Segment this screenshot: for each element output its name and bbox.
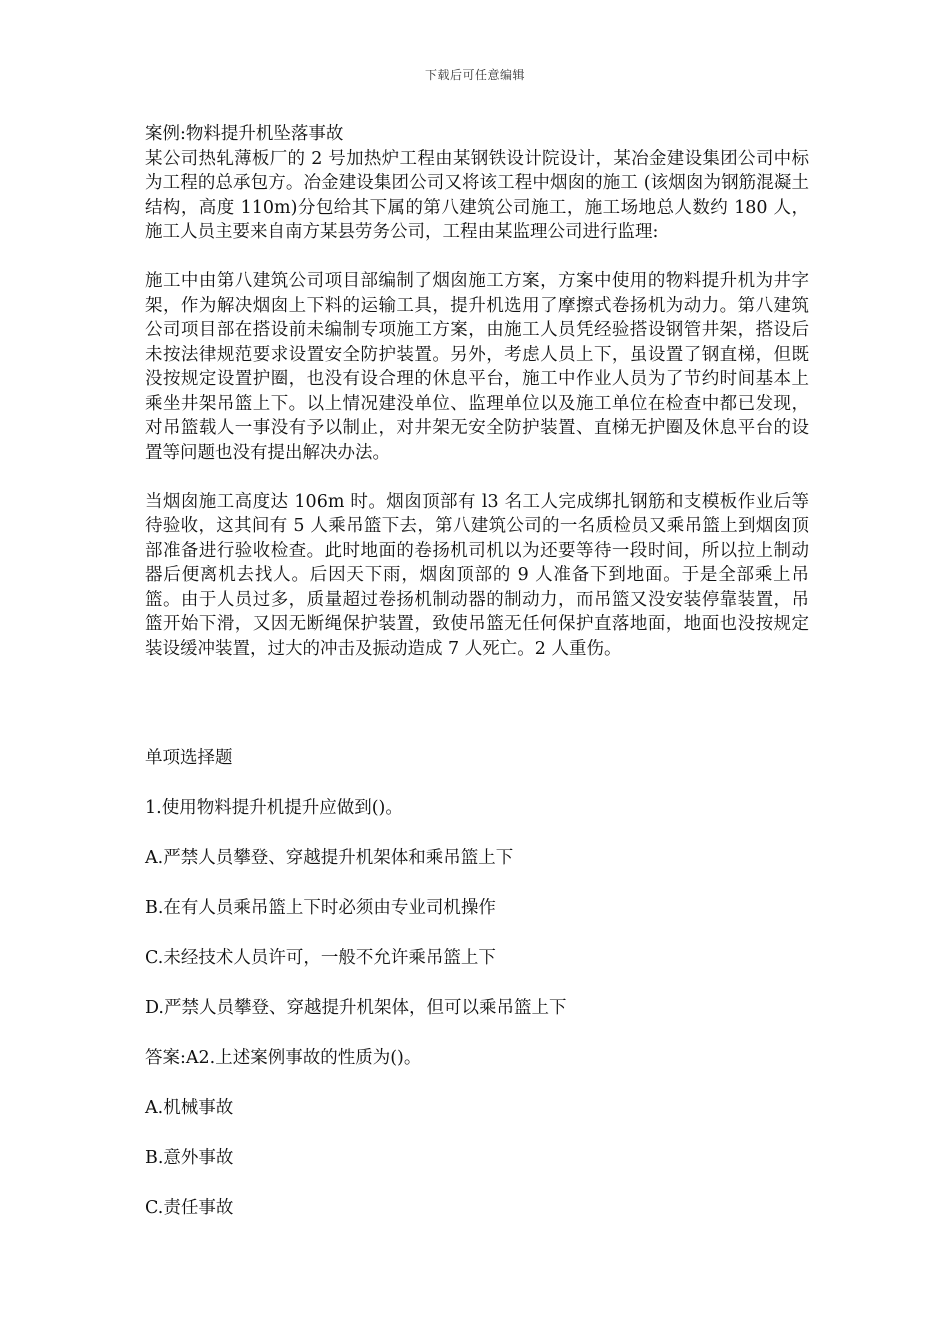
question-1-option-b: B.在有人员乘吊篮上下时必须由专业司机操作: [145, 898, 496, 918]
case-title: 案例:物料提升机坠落事故: [145, 124, 344, 144]
question-1: 1.使用物料提升机提升应做到()。: [145, 798, 403, 818]
case-paragraph-1: 某公司热轧薄板厂的 2 号加热炉工程由某钢铁设计院设计，某冶金建设集团公司中标为工程的总承包方。冶金建设集团公司又将该工程中烟囱的施工 (该烟囱为钢筋混凝土结构，高度 110m)分包给其下属的第八建筑公司施工，施工场地总人数约 180 人，施工人员主要来自南方某县劳务公司，工程由某监理公司进行监理:: [145, 148, 809, 242]
question-1-option-a: A.严禁人员攀登、穿越提升机架体和乘吊篮上下: [145, 848, 514, 868]
case-body: [145, 122, 809, 661]
page-header: 下载后可任意编辑: [424, 68, 525, 82]
paragraph-spacer: [145, 465, 809, 490]
case-paragraph-3: 当烟囱施工高度达 106m 时。烟囱顶部有 l3 名工人完成绑扎钢筋和支模板作业后等待验收，这其间有 5 人乘吊篮下去，第八建筑公司的一名质检员又乘吊篮上到烟囱顶部准备进行验收检查。此时地面的卷扬机司机以为还要等待一段时间，所以拉上制动器后便离机去找人。后因天下雨，烟囱顶部的 9 人准备下到地面。于是全部乘上吊篮。由于人员过多，质量超过卷扬机制动器的制动力，而吊篮又没安装停靠装置，吊篮开始下滑，又因无断绳保护装置，致使吊篮无任何保护直落地面，地面也没按规定装设缓冲装置，过大的冲击及振动造成 7 人死亡。2 人重伤。: [145, 491, 809, 659]
section-heading: 单项选择题: [145, 748, 233, 768]
case-paragraph-2: 施工中由第八建筑公司项目部编制了烟囱施工方案，方案中使用的物料提升机为井字架，作为解决烟囱上下料的运输工具，提升机选用了摩擦式卷扬机为动力。第八建筑公司项目部在搭设前未编制专项施工方案，由施工人员凭经验搭设钢管井架，搭设后未按法律规范要求设置安全防护装置。另外，考虑人员上下，虽设置了钢直梯，但既没按规定设置护圈，也没有设合理的休息平台，施工中作业人员为了节约时间基本上乘坐井架吊篮上下。以上情况建没单位、监理单位以及施工单位在检查中都已发现，对吊篮载人一事没有予以制止，对井架无安全防护装置、直梯无护圈及休息平台的设置等问题也没有提出解决办法。: [145, 271, 809, 463]
question-1-option-c: C.未经技术人员许可，一般不允许乘吊篮上下: [145, 948, 496, 968]
question-2-option-a: A.机械事故: [145, 1098, 234, 1118]
question-2-option-c: C.责任事故: [145, 1198, 234, 1218]
paragraph-spacer: [145, 245, 809, 270]
answer-and-question-2: 答案:A2.上述案例事故的性质为()。: [145, 1048, 422, 1068]
question-2-option-b: B.意外事故: [145, 1148, 234, 1168]
question-1-option-d: D.严禁人员攀登、穿越提升机架体，但可以乘吊篮上下: [145, 998, 567, 1018]
